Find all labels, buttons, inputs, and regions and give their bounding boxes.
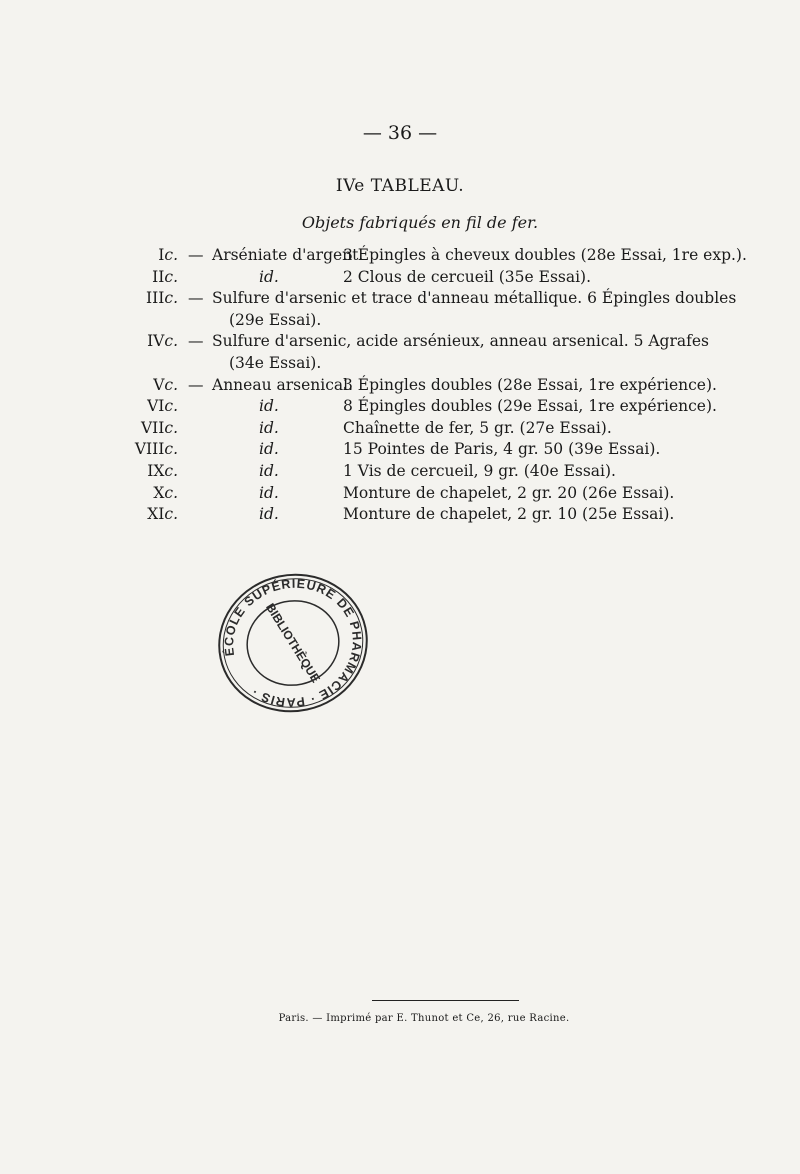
entry-category: id. [259, 483, 279, 502]
entry-text-line2: (29e Essai). [229, 310, 322, 329]
page-number: — 36 — [362, 122, 438, 144]
entry-object: Monture de chapelet, 2 gr. 10 (25e Essai). [343, 505, 675, 524]
entry-category: Anneau arsenical. [212, 375, 354, 394]
table-title-text: IVe TABLEAU. [335, 176, 465, 196]
entry-number: Ic. [158, 246, 178, 264]
entry-object: 3 Épingles doubles (28e Essai, 1re expérience). [343, 375, 717, 394]
entry-number: IXc. [147, 461, 178, 480]
library-stamp [198, 553, 388, 733]
entry-row [0, 397, 800, 419]
entry-number: Vc. [153, 375, 178, 394]
entry-number: IIc. [152, 267, 178, 286]
entry-object: 2 Clous de cercueil (35e Essai). [343, 267, 592, 286]
entry-row [0, 484, 800, 506]
entry-category: id. [259, 397, 279, 416]
entry-dash: — [188, 332, 204, 351]
entry-row [0, 440, 800, 462]
entry-dash: — [188, 246, 204, 264]
entry-row [0, 462, 800, 484]
entry-object: 3 Épingles à cheveux doubles (28e Essai, 1re exp.). [343, 246, 747, 264]
entry-number: Xc. [153, 483, 178, 502]
entry-text-line2: (34e Essai). [229, 353, 322, 372]
entry-row [0, 376, 800, 398]
entry-category: id. [259, 505, 279, 524]
entry-row [0, 505, 800, 527]
entry-number: VIc. [147, 397, 178, 416]
entry-object: 15 Pointes de Paris, 4 gr. 50 (39e Essai). [343, 440, 661, 459]
entry-number: IIIc. [146, 289, 178, 308]
imprint-rule [372, 1000, 519, 1001]
entry-dash: — [188, 375, 204, 394]
imprint-line: Paris. — Imprimé par E. Thunot et Ce, 26, rue Racine. [278, 1013, 570, 1024]
entry-category: id. [259, 418, 279, 437]
entry-row [0, 289, 800, 332]
entries-list [0, 246, 800, 527]
entry-text-line1: Sulfure d'arsenic et trace d'anneau métallique. 6 Épingles doubles [212, 289, 737, 308]
entry-row [0, 268, 800, 290]
entry-row [0, 246, 800, 268]
entry-category: id. [259, 440, 279, 459]
entry-dash: — [188, 289, 204, 308]
entry-object: 8 Épingles doubles (29e Essai, 1re expérience). [343, 397, 717, 416]
entry-number: VIIc. [140, 418, 178, 437]
entry-row [0, 419, 800, 441]
entry-category: Arséniate d'argent. [212, 246, 364, 264]
table-subtitle: Objets fabriqués en fil de fer. [301, 213, 539, 232]
entry-object: 1 Vis de cercueil, 9 gr. (40e Essai). [343, 461, 616, 480]
entry-number: VIIIc. [134, 440, 178, 459]
entry-category: id. [259, 267, 279, 286]
table-title [0, 176, 800, 196]
entry-row [0, 332, 800, 375]
entry-category: id. [259, 461, 279, 480]
stamp-inner-text: BIBLIOTHÈQUE [263, 600, 323, 686]
entry-object: Monture de chapelet, 2 gr. 20 (26e Essai). [343, 483, 675, 502]
entry-number: IVc. [147, 332, 178, 351]
stamp-outer-text: ÉCOLE SUPÉRIEURE DE PHARMACIE · PARIS · [222, 576, 364, 710]
entry-text-line1: Sulfure d'arsenic, acide arsénieux, anneau arsenical. 5 Agrafes [212, 332, 709, 351]
entry-number: XIc. [147, 505, 178, 524]
entry-object: Chaînette de fer, 5 gr. (27e Essai). [343, 418, 612, 437]
